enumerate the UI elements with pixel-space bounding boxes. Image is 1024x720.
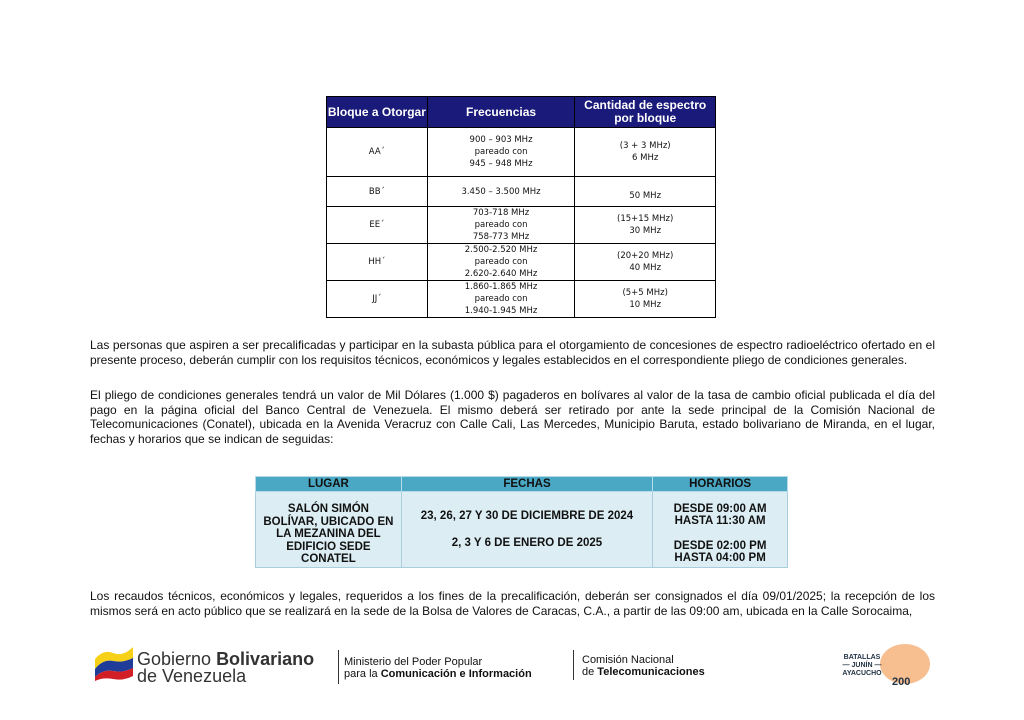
- block-cell: EE´: [327, 207, 428, 244]
- block-cell: JJ´: [327, 281, 428, 318]
- place-cell: SALÓN SIMÓN BOLÍVAR, UBICADO EN LA MEZANINA DEL EDIFICIO SEDE CONATEL: [256, 492, 402, 568]
- table-row: [327, 207, 716, 244]
- amount-cell: (3 + 3 MHz) 6 MHz: [575, 128, 716, 177]
- table-header: [256, 477, 788, 492]
- gobierno-logo-text: [137, 651, 314, 685]
- table-row: [327, 244, 716, 281]
- table-row: [327, 128, 716, 177]
- header-lugar: LUGAR: [256, 477, 402, 492]
- gob-text-2: de Venezuela: [137, 666, 247, 686]
- dates-cell: [401, 492, 652, 568]
- hours-cell: [653, 492, 788, 568]
- header-block: Bloque a Otorgar: [327, 97, 428, 128]
- freq-cell: 900 – 903 MHz pareado con 945 – 948 MHz: [427, 128, 575, 177]
- dates-january: 2, 3 Y 6 DE ENERO DE 2025: [451, 536, 603, 549]
- dates-december: 23, 26, 27 Y 30 DE DICIEMBRE DE 2024: [420, 510, 634, 522]
- header-horarios: HORARIOS: [653, 477, 788, 492]
- gob-bold: Bolivariano: [216, 649, 315, 669]
- bat-text: AYACUCHO: [842, 670, 882, 677]
- amount-cell: (15+15 MHz) 30 MHz: [575, 207, 716, 244]
- bat-text: BATALLAS: [843, 654, 881, 661]
- freq-cell: 2.500-2.520 MHz pareado con 2.620-2.640 MHz: [427, 244, 575, 281]
- con-bold: Telecomunicaciones: [597, 666, 705, 678]
- min-text: Ministerio del Poder Popular: [344, 656, 483, 668]
- freq-cell: 3.450 – 3.500 MHz: [427, 177, 575, 207]
- paragraph-requirements: Las personas que aspiren a ser precalificadas y participar en la subasta pública para el otorgamiento de concesiones de espectro radioeléctrico ofertado en el presente proceso, deberán cumplir con los requisitos técnicos, económicos y legales establecidos en el correspondiente pliego de condiciones generales.: [90, 338, 935, 367]
- freq-cell: 1.860-1.865 MHz pareado con 1.940-1.945 MHz: [427, 281, 575, 318]
- freq-cell: 703-718 MHz pareado con 758-773 MHz: [427, 207, 575, 244]
- divider: [338, 650, 339, 684]
- con-text-2: de: [582, 666, 598, 678]
- hours-to-am: HASTA 11:30 AM: [674, 515, 766, 527]
- block-cell: BB´: [327, 177, 428, 207]
- hours-from-am: DESDE 09:00 AM: [673, 502, 767, 515]
- paragraph-recaudos: Los recaudos técnicos, económicos y legales, requeridos a los fines de la precalificación, deberán ser consignados el día 09/01/2025; la recepción de los mismos será en acto público que se realizará en la sede de la Bolsa de Valores de Caracas, C.A., a partir de las 09:00 am, ubicada en la Calle Sorocaima,: [90, 589, 935, 618]
- spectrum-table: [326, 96, 716, 318]
- hours-from-pm: DESDE 02:00 PM: [673, 539, 767, 552]
- block-cell: AA´: [327, 128, 428, 177]
- gob-text: Gobierno: [137, 649, 217, 669]
- amount-cell: 50 MHz: [575, 177, 716, 207]
- bat-text: — JUNÍN —: [842, 662, 882, 669]
- table-row: [327, 281, 716, 318]
- min-bold: Comunicación e Información: [380, 668, 532, 680]
- header-amount: Cantidad de espectro por bloque: [575, 97, 716, 128]
- table-row: [327, 177, 716, 207]
- con-text: Comisión Nacional: [582, 654, 674, 666]
- table-header: [327, 97, 716, 128]
- conatel-logo-text: [582, 654, 705, 678]
- min-text-2: para la: [344, 668, 381, 680]
- header-fechas: FECHAS: [401, 477, 652, 492]
- bat-200: 200: [892, 676, 911, 688]
- amount-cell: (20+20 MHz) 40 MHz: [575, 244, 716, 281]
- batallas-200-logo: [842, 640, 942, 690]
- divider: [573, 650, 574, 680]
- table-row: [256, 492, 788, 568]
- schedule-table: [255, 476, 788, 568]
- header-freq: Frecuencias: [427, 97, 575, 128]
- hours-to-pm: HASTA 04:00 PM: [674, 552, 766, 564]
- amount-cell: (5+5 MHz) 10 MHz: [575, 281, 716, 318]
- venezuela-flag-logo: [93, 645, 135, 681]
- ministerio-logo-text: [344, 656, 532, 680]
- block-cell: HH´: [327, 244, 428, 281]
- paragraph-pliego: El pliego de condiciones generales tendrá un valor de Mil Dólares (1.000 $) pagaderos en bolívares al valor de la tasa de cambio oficial publicada el día del pago en la página oficial del Banco Central de Venezuela. El mismo deberá ser retirado por ante la sede principal de la Comisión Nacional de Telecomunicaciones (Conatel), ubicada en la Avenida Veracruz con Calle Cali, Las Mercedes, Municipio Baruta, estado bolivariano de Miranda, en el lugar, fechas y horarios que se indican de seguidas:: [90, 388, 935, 446]
